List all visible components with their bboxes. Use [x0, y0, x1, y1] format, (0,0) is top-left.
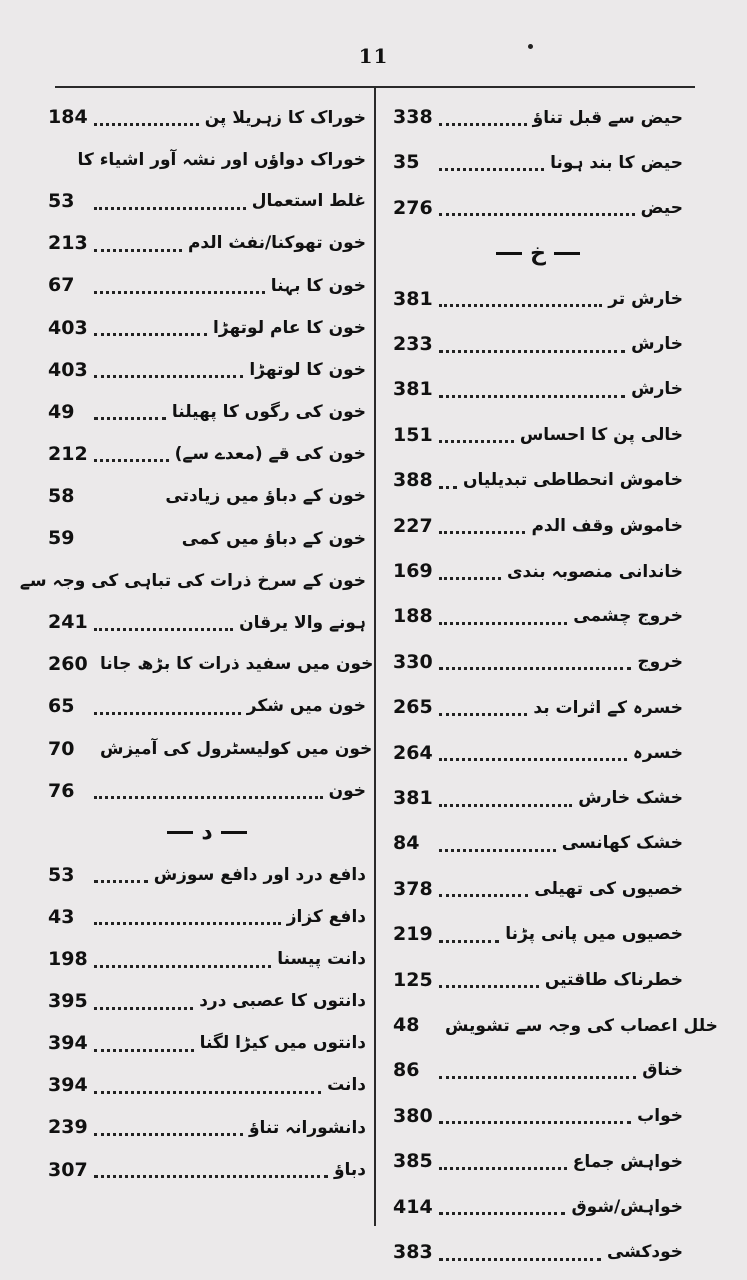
heading-dash [221, 831, 247, 834]
dot-leader [94, 1077, 321, 1094]
page-reference: 53 [48, 190, 75, 213]
page-reference: 260 [48, 653, 88, 676]
page-reference: 307 [48, 1158, 88, 1181]
dot-leader [439, 790, 572, 807]
index-term: خشک کھانسی [561, 833, 683, 854]
index-entry [393, 418, 683, 452]
index-entry [48, 395, 366, 429]
index-entry [393, 509, 683, 543]
index-term: خون کا بہنا [270, 275, 366, 296]
page-reference: 70 [48, 737, 75, 760]
dot-leader [94, 614, 233, 631]
index-term: غلط استعمال [251, 191, 366, 212]
index-term: خطرناک طاقتیں [544, 969, 683, 990]
dot-leader [94, 277, 265, 294]
page-reference: 35 [393, 151, 420, 174]
index-entry [393, 645, 683, 679]
index-term: دباؤ [333, 1159, 366, 1180]
page-reference: 84 [393, 832, 420, 855]
page-reference: 383 [393, 1241, 433, 1263]
heading-dash [167, 831, 193, 834]
index-entry-continued [19, 563, 366, 597]
page-reference: 403 [48, 316, 88, 339]
page-reference: 403 [48, 358, 88, 381]
page-reference: 380 [393, 1104, 433, 1127]
index-term: ہونے والا یرقان [239, 612, 366, 633]
index-entry [48, 900, 366, 934]
page-reference: 265 [393, 696, 433, 719]
index-term: خصیوں میں پانی پڑنا [505, 924, 683, 945]
index-term: خون کے دباؤ میں زیادتی [165, 486, 366, 507]
heading-dash [554, 252, 580, 255]
index-entry [393, 963, 683, 997]
dot-leader [94, 445, 169, 462]
page-reference: 385 [393, 1150, 433, 1173]
page-reference: 338 [393, 106, 433, 128]
dot-leader [439, 517, 525, 534]
dot-leader [94, 361, 243, 378]
dot-leader [94, 403, 166, 420]
dot-leader [94, 866, 148, 883]
index-term: خون [328, 780, 366, 801]
index-term: خارش [631, 379, 683, 400]
index-entry [48, 732, 373, 766]
dot-leader [439, 880, 528, 897]
dot-leader [94, 319, 207, 336]
index-entry [393, 1235, 683, 1269]
right-column [393, 98, 718, 1263]
dot-leader [439, 1153, 567, 1170]
index-entry [393, 1008, 718, 1042]
index-entry [48, 184, 366, 218]
page-reference: 239 [48, 1116, 88, 1139]
index-term: خون میں شکر [246, 696, 366, 717]
page-reference: 219 [393, 923, 433, 946]
index-entry [393, 145, 683, 179]
index-term: خروج [637, 651, 683, 672]
dot-leader [439, 699, 527, 716]
index-entry [393, 599, 683, 633]
index-entry [393, 1053, 683, 1087]
page-reference: 394 [48, 1074, 88, 1097]
dot-leader [439, 381, 625, 398]
dot-leader [94, 951, 271, 968]
dot-leader [439, 653, 631, 670]
page-reference: 125 [393, 968, 433, 991]
dot-leader [439, 1062, 636, 1079]
index-entry [48, 479, 366, 513]
index-term: خون کی قے (معدے سے) [174, 444, 366, 465]
index-entry [393, 1190, 683, 1224]
index-term: خلل اعصاب کی وجہ سے تشویش [445, 1015, 718, 1036]
index-term: خون تھوکنا/نفث الدم [187, 233, 366, 254]
index-entry [393, 282, 683, 316]
index-term: حیض سے قبل تناؤ [532, 107, 683, 128]
index-term: خارش تر [608, 288, 683, 309]
index-term: خواب [637, 1105, 683, 1126]
page-reference: 381 [393, 787, 433, 809]
ink-speck [528, 44, 533, 49]
dot-leader [439, 608, 567, 625]
dot-leader [439, 1198, 565, 1215]
index-entry [393, 191, 683, 225]
page-reference: 378 [393, 877, 433, 900]
index-term: خون میں کولیسٹرول کی آمیزش [100, 738, 373, 759]
index-term: دانت [327, 1075, 366, 1096]
page-reference: 213 [48, 232, 88, 255]
dot-leader [439, 926, 499, 943]
dot-leader [439, 109, 527, 126]
dot-leader [94, 993, 193, 1010]
index-entry [48, 353, 366, 387]
index-entry [48, 647, 374, 681]
index-entry [48, 689, 366, 723]
index-term: حیض کا بند ہونا [550, 152, 683, 173]
dot-leader [94, 908, 281, 925]
index-entry [393, 872, 683, 906]
page-reference: 276 [393, 196, 433, 219]
index-entry [48, 942, 366, 976]
index-entry [48, 1110, 366, 1144]
index-term: خاموش وقف الدم [531, 515, 683, 536]
index-entry [48, 1026, 366, 1060]
index-term: خشک خارش [578, 788, 683, 808]
section-letter: خ [530, 240, 546, 266]
index-term: خون کی رگوں کا پھیلنا [171, 401, 366, 422]
page-reference: 169 [393, 560, 433, 582]
index-term: خوراک کا زہریلا پن [204, 107, 366, 128]
index-term: خروج چشمی [573, 606, 683, 627]
index-entry [48, 226, 366, 260]
page-reference: 395 [48, 990, 88, 1013]
index-entry [393, 781, 683, 815]
page-reference: 86 [393, 1059, 420, 1082]
index-entry [48, 605, 366, 639]
index-entry [48, 858, 366, 892]
index-term: خوراک دواؤں اور نشہ آور اشیاء کا [77, 149, 366, 170]
index-entry [48, 1068, 366, 1102]
index-term: خسرہ [632, 743, 683, 764]
page-reference: 227 [393, 514, 433, 537]
dot-leader [94, 1035, 194, 1052]
dot-leader [439, 1107, 631, 1124]
dot-leader [439, 154, 544, 171]
page-reference: 394 [48, 1032, 88, 1055]
page-reference: 53 [48, 863, 75, 886]
dot-leader [439, 426, 514, 443]
index-term: دانتوں میں کیڑا لگنا [199, 1033, 366, 1054]
index-entry [48, 311, 366, 345]
dot-leader [94, 1119, 243, 1136]
page-reference: 188 [393, 605, 433, 628]
page-reference: 76 [48, 779, 75, 802]
index-entry [393, 917, 683, 951]
dot-leader [439, 563, 501, 580]
index-entry [48, 984, 366, 1018]
page-reference: 58 [48, 484, 75, 507]
section-letter: د [201, 820, 213, 846]
page-reference: 233 [393, 333, 433, 355]
page-reference: 151 [393, 423, 433, 446]
dot-leader [439, 472, 457, 489]
index-entry [393, 1099, 683, 1133]
index-term: دافع کزاز [286, 906, 366, 927]
index-term: خالی پن کا احساس [519, 424, 683, 445]
page-reference: 184 [48, 106, 88, 128]
left-column [19, 98, 374, 1228]
page-reference: 59 [48, 527, 75, 549]
index-entry [393, 1144, 683, 1178]
dot-leader [439, 971, 539, 988]
index-entry [48, 1153, 366, 1187]
dot-leader [94, 235, 182, 252]
index-term: خاندانی منصوبہ بندی [506, 561, 683, 582]
index-term: خارش [631, 334, 683, 354]
dot-leader [439, 336, 625, 353]
index-term: خاموش انحطاطی تبدیلیاں [462, 470, 683, 491]
index-entry [48, 100, 366, 134]
index-term: خواہش جماع [572, 1151, 683, 1172]
index-entry [393, 327, 683, 361]
page-number: 11 [358, 44, 389, 68]
page-reference: 212 [48, 442, 88, 465]
index-term: خودکشی [606, 1242, 683, 1262]
index-entry [48, 268, 366, 302]
index-term: خون کا لوتھڑا [249, 359, 366, 380]
page-reference: 330 [393, 650, 433, 673]
index-term: دانشورانہ تناؤ [248, 1117, 366, 1138]
page-reference: 198 [48, 948, 88, 970]
index-entry [393, 463, 683, 497]
page-reference: 65 [48, 695, 75, 718]
dot-leader [94, 782, 323, 799]
index-term: حیض [640, 197, 683, 218]
page-reference: 388 [393, 469, 433, 492]
section-letter-heading [48, 816, 366, 850]
index-term: دانتوں کا عصبی درد [199, 991, 366, 1012]
index-entry [393, 826, 683, 860]
page-reference: 414 [393, 1195, 433, 1218]
dot-leader [439, 290, 602, 307]
dot-leader [94, 698, 241, 715]
index-entry [393, 100, 683, 134]
page-reference: 381 [393, 287, 433, 310]
index-entry [48, 774, 366, 808]
index-term: خون کا عام لوتھڑا [213, 317, 366, 338]
index-entry [393, 554, 683, 588]
column-divider [374, 86, 376, 1226]
dot-leader [94, 109, 199, 126]
index-term: خون کے سرخ ذرات کی تباہی کی وجہ سے [19, 570, 366, 591]
index-term: خناق [642, 1060, 683, 1081]
dot-leader [439, 744, 627, 761]
index-term: خون کے دباؤ میں کمی [181, 528, 366, 549]
index-entry [393, 690, 683, 724]
index-term: خواہش/شوق [571, 1197, 683, 1218]
dot-leader [94, 193, 246, 210]
index-entry [393, 736, 683, 770]
page-reference: 67 [48, 274, 75, 297]
page-reference: 381 [393, 378, 433, 401]
dot-leader [439, 835, 556, 852]
index-term: خصیوں کی تھیلی [534, 878, 683, 899]
index-entry [48, 521, 366, 555]
page-reference: 48 [393, 1014, 420, 1036]
page-reference: 264 [393, 741, 433, 764]
index-entry [48, 437, 366, 471]
index-term: خون میں سفید ذرات کا بڑھ جانا [100, 654, 374, 675]
dot-leader [439, 1244, 601, 1261]
page-reference: 241 [48, 611, 88, 634]
section-letter-heading [393, 236, 683, 270]
index-entry-continued [48, 142, 366, 176]
index-entry [393, 372, 683, 406]
dot-leader [94, 1161, 328, 1178]
page-reference: 49 [48, 400, 75, 423]
index-term: خسرہ کے اثرات بد [533, 697, 683, 718]
index-term: دافع درد اور دافع سوزش [153, 864, 366, 885]
index-term: دانت پیسنا [277, 949, 366, 969]
dot-leader [439, 199, 635, 216]
heading-dash [496, 252, 522, 255]
page-reference: 43 [48, 905, 75, 928]
